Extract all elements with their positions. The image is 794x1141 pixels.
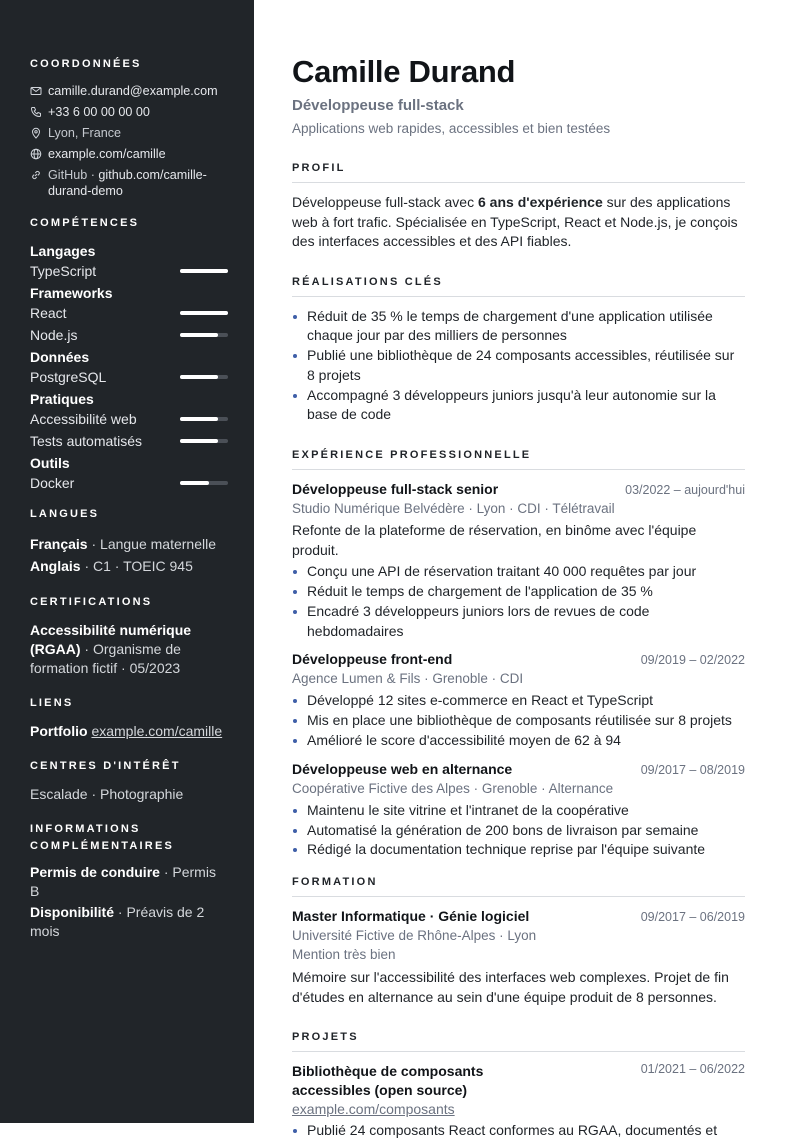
portfolio-link-row: [30, 722, 228, 741]
tagline: Applications web rapides, accessibles et bien testées: [292, 121, 611, 136]
portfolio-link[interactable]: example.com/camille: [91, 723, 223, 739]
skill-item: [30, 326, 228, 344]
skill-level-fill: [180, 481, 209, 485]
job-bullets: [292, 562, 745, 641]
contact-list: [30, 83, 228, 199]
certification-item: [30, 621, 228, 678]
languages-section: [30, 506, 228, 577]
achievement-item: Accompagné 3 développeurs juniors jusqu'à leur autonomie sur la base de code: [292, 386, 745, 426]
language-detail: · C1 · TOEIC 945: [80, 558, 193, 574]
skill-item: [30, 304, 228, 322]
contact-website[interactable]: [30, 146, 228, 162]
profile-section: [292, 160, 745, 252]
job-entry: [292, 480, 745, 641]
achievements-section: [292, 274, 745, 426]
skill-group-label: Frameworks: [30, 285, 113, 301]
link-icon: [30, 169, 42, 181]
job-title: Développeuse full-stack senior: [292, 481, 499, 498]
skill-level-fill: [180, 439, 218, 443]
phone-text[interactable]: +33 6 00 00 00 00: [48, 105, 150, 119]
certification-name: Accessibilité numérique (RGAA): [30, 622, 192, 657]
email-text[interactable]: camille.durand@example.com: [48, 84, 218, 98]
skill-level-fill: [180, 417, 218, 421]
certification-detail: · Organisme de formation fictif · 05/2023: [30, 641, 181, 676]
job-organization: Agence Lumen & Fils · Grenoble · CDI: [292, 671, 524, 687]
location-pin-icon: [30, 127, 42, 139]
skill-level-bar: [180, 269, 228, 273]
skill-item: [30, 474, 228, 492]
job-bullet: Automatisé la génération de 200 bons de livraison par semaine: [292, 821, 745, 841]
resume-header: [292, 54, 745, 138]
skill-name: Tests automatisés: [30, 433, 143, 449]
job-bullet: Amélioré le score d'accessibilité moyen de 62 à 94: [292, 731, 745, 751]
job-entry: [292, 760, 745, 860]
language-item: [30, 533, 228, 555]
skill-item: [30, 368, 228, 386]
interests-section: [30, 758, 228, 804]
experience-section: [292, 447, 745, 860]
skill-name: React: [30, 305, 67, 321]
project-title: Bibliothèque de composants accessibles (open source): [292, 1063, 484, 1099]
skill-group-label: Outils: [30, 455, 70, 471]
additional-info-label: Disponibilité: [30, 904, 114, 920]
job-dates: 03/2022 – aujourd'hui: [625, 483, 745, 498]
school-name: Université Fictive de Rhône-Alpes · Lyon: [292, 928, 537, 944]
links-section: [30, 695, 228, 741]
contact-github[interactable]: [30, 167, 228, 199]
interests-title: CENTRES D'INTÉRÊT: [30, 760, 181, 772]
links-title: LIENS: [30, 697, 74, 709]
additional-info-value: · Préavis de 2 mois: [30, 904, 205, 939]
job-bullets: [292, 801, 745, 860]
job-organization: Coopérative Fictive des Alpes · Grenoble · Alternance: [292, 780, 614, 796]
main-content: [254, 0, 794, 1139]
contact-phone[interactable]: [30, 104, 228, 120]
profile-highlight: 6 ans d'expérience: [478, 194, 603, 210]
experience-title: EXPÉRIENCE PROFESSIONNELLE: [292, 447, 745, 470]
certifications-title: CERTIFICATIONS: [30, 596, 153, 608]
language-item: [30, 555, 228, 577]
project-link[interactable]: example.com/composants: [292, 1101, 455, 1118]
job-title: Développeuse web en alternance: [292, 760, 513, 777]
achievements-title: RÉALISATIONS CLÉS: [292, 274, 745, 297]
github-url[interactable]: github.com/camille-durand-demo: [48, 168, 207, 198]
job-role: Développeuse full-stack: [292, 97, 464, 114]
skill-level-fill: [180, 269, 228, 273]
achievement-item: Réduit de 35 % le temps de chargement d'une application utilisée chaque jour par des milliers de personnes: [292, 307, 745, 347]
projects-section: [292, 1029, 745, 1141]
job-bullet: Encadré 3 développeurs juniors lors de revues de code hebdomadaires: [292, 602, 745, 642]
globe-icon: [30, 148, 42, 160]
sidebar: [0, 0, 254, 1123]
job-organization: Studio Numérique Belvédère · Lyon · CDI · Télétravail: [292, 501, 615, 517]
skill-level-bar: [180, 417, 228, 421]
skill-item: [30, 410, 228, 428]
languages-title: LANGUES: [30, 508, 100, 520]
degree-title: Master Informatique · Génie logiciel: [292, 908, 530, 925]
additional-info-label: Permis de conduire: [30, 864, 160, 880]
job-entry: [292, 650, 745, 750]
project-bullet: Publié 24 composants React conformes au RGAA, documentés et: [292, 1121, 745, 1141]
portfolio-label: Portfolio: [30, 723, 88, 739]
achievement-item: Publié une bibliothèque de 24 composants accessibles, réutilisée sur 8 projets: [292, 346, 745, 386]
github-text[interactable]: [48, 167, 228, 199]
education-title: FORMATION: [292, 874, 745, 897]
skill-level-fill: [180, 375, 218, 379]
project-dates: 01/2021 – 06/2022: [640, 1062, 745, 1077]
profile-title: PROFIL: [292, 160, 745, 183]
skill-level-fill: [180, 311, 228, 315]
contact-location: [30, 125, 228, 141]
education-section: [292, 874, 745, 1007]
candidate-name: Camille Durand: [292, 54, 516, 89]
skill-level-bar: [180, 375, 228, 379]
skill-name: PostgreSQL: [30, 369, 107, 385]
contact-email[interactable]: [30, 83, 228, 99]
contact-title: COORDONNÉES: [30, 58, 142, 70]
skill-group-label: Langages: [30, 243, 96, 259]
job-bullets: [292, 691, 745, 750]
certifications-section: [30, 594, 228, 678]
job-dates: 09/2019 – 02/2022: [640, 653, 745, 668]
job-bullet: Conçu une API de réservation traitant 40 000 requêtes par jour: [292, 562, 745, 582]
job-title: Développeuse front-end: [292, 651, 453, 668]
language-name: Français: [30, 536, 88, 552]
website-text[interactable]: example.com/camille: [48, 147, 166, 161]
language-name: Anglais: [30, 558, 81, 574]
skills-list: [30, 242, 228, 492]
education-description: Mémoire sur l'accessibilité des interfaces web complexes. Projet de fin d'études en alternance au sein d'une équipe produit de 8 personnes.: [292, 969, 729, 1005]
additional-info-value: · Permis B: [30, 864, 216, 899]
skill-level-fill: [180, 333, 218, 337]
job-dates: 09/2017 – 08/2019: [640, 762, 745, 777]
additional-info-item: [30, 903, 228, 941]
profile-text-end: sur des applications web à fort trafic. Spécialisée en TypeScript, React et Node.js, je conçois des interfaces accessibles et des API fiables.: [292, 194, 738, 249]
github-label: GitHub ·: [48, 168, 95, 182]
skill-item: [30, 432, 228, 450]
job-bullet: Mis en place une bibliothèque de composants réutilisée sur 8 projets: [292, 711, 745, 731]
interests-text: Escalade · Photographie: [30, 786, 184, 802]
skill-level-bar: [180, 439, 228, 443]
skill-group-label: Pratiques: [30, 391, 94, 407]
project-bullets: [292, 1121, 745, 1141]
skill-level-bar: [180, 311, 228, 315]
education-dates: 09/2017 – 06/2019: [640, 910, 745, 925]
achievements-list: [292, 307, 745, 426]
skill-group-label: Données: [30, 349, 90, 365]
profile-text-start: Développeuse full-stack avec: [292, 194, 478, 210]
additional-info-title: INFORMATIONS COMPLÉMENTAIRES: [30, 823, 175, 852]
skill-name: TypeScript: [30, 263, 97, 279]
job-description: Refonte de la plateforme de réservation, en binôme avec l'équipe produit.: [292, 522, 697, 558]
skills-title: COMPÉTENCES: [30, 217, 140, 229]
skill-name: Docker: [30, 475, 75, 491]
skill-item: [30, 262, 228, 280]
skill-name: Node.js: [30, 327, 78, 343]
contact-section: [30, 56, 228, 199]
job-bullet: Développé 12 sites e-commerce en React et TypeScript: [292, 691, 745, 711]
skill-level-bar: [180, 481, 228, 485]
job-bullet: Réduit le temps de chargement de l'application de 35 %: [292, 582, 745, 602]
additional-info-section: [30, 821, 228, 941]
additional-info-item: [30, 863, 228, 901]
language-detail: · Langue maternelle: [87, 536, 217, 552]
job-bullet: Maintenu le site vitrine et l'intranet de la coopérative: [292, 801, 745, 821]
skill-name: Accessibilité web: [30, 411, 137, 427]
location-text: Lyon, France: [48, 126, 122, 140]
skills-section: [30, 215, 228, 492]
job-bullet: Rédigé la documentation technique reprise par l'équipe suivante: [292, 840, 745, 860]
profile-text: [292, 193, 745, 252]
phone-icon: [30, 106, 42, 118]
mail-icon: [30, 85, 42, 97]
skill-level-bar: [180, 333, 228, 337]
projects-title: PROJETS: [292, 1029, 745, 1052]
education-honors: Mention très bien: [292, 947, 396, 963]
